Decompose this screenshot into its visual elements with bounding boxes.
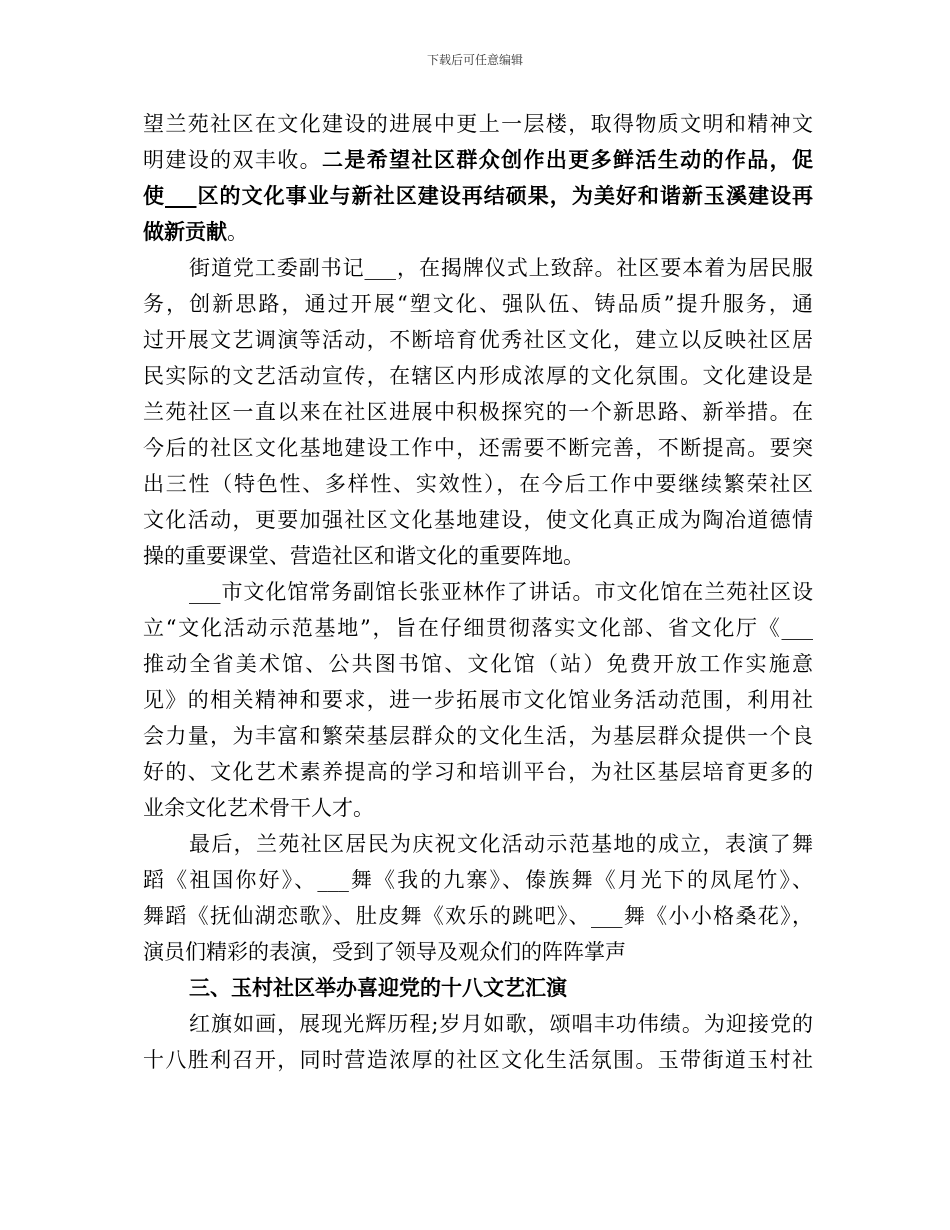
text-line: 业余文化艺术骨干人才。 bbox=[143, 796, 374, 820]
text-line: 过开展文艺调演等活动，不断培育优秀社区文化，建立以反映社区居 bbox=[143, 328, 813, 352]
text-line: 见》的相关精神和要求，进一步拓展市文化馆业务活动范围，利用社 bbox=[143, 688, 813, 712]
document-body bbox=[143, 106, 813, 1078]
text-line: 红旗如画，展现光辉历程;岁月如歌，颂唱丰功伟绩。为迎接党的 bbox=[189, 1012, 813, 1036]
text-run: 。 bbox=[227, 220, 248, 244]
text-line: 望兰苑社区在文化建设的进展中更上一层楼，取得物质文明和精神文 bbox=[143, 112, 813, 136]
bold-text-run: 做新贡献 bbox=[143, 219, 227, 244]
text-run: 明建设的双丰收。 bbox=[143, 148, 323, 172]
paragraph-4 bbox=[143, 826, 813, 970]
section-heading: 三、玉村社区举办喜迎党的十八文艺汇演 bbox=[189, 975, 567, 1000]
text-line: 十八胜利召开，同时营造浓厚的社区文化生活氛围。玉带街道玉村社 bbox=[143, 1048, 813, 1072]
text-line: 民实际的文艺活动宣传，在辖区内形成浓厚的文化氛围。文化建设是 bbox=[143, 364, 813, 388]
bold-text-run: 二是希望社区群众创作出更多鲜活生动的作品，促 bbox=[322, 147, 813, 172]
text-line: 演员们精彩的表演，受到了领导及观众们的阵阵掌声 bbox=[143, 940, 626, 964]
bold-text-line: 使___区的文化事业与新社区建设再结硕果，为美好和谐新玉溪建设再 bbox=[143, 183, 813, 208]
text-line: ___市文化馆常务副馆长张亚林作了讲话。市文化馆在兰苑社区设 bbox=[189, 580, 813, 604]
text-line: 今后的社区文化基地建设工作中，还需要不断完善，不断提高。要突 bbox=[143, 436, 813, 460]
text-line: 立“文化活动示范基地”，旨在仔细贯彻落实文化部、省文化厅《___ bbox=[143, 616, 813, 640]
paragraph-5 bbox=[143, 1006, 813, 1078]
text-line bbox=[143, 142, 813, 178]
paragraph-2 bbox=[143, 250, 813, 574]
text-line: 出三性（特色性、多样性、实效性），在今后工作中要继续繁荣社区 bbox=[143, 472, 813, 496]
text-line: 文化活动，更要加强社区文化基地建设，使文化真正成为陶冶道德情 bbox=[143, 508, 813, 532]
text-line bbox=[143, 214, 813, 250]
text-line: 舞蹈《抚仙湖恋歌》、肚皮舞《欢乐的跳吧》、___舞《小小格桑花》， bbox=[143, 904, 813, 928]
text-line: 最后，兰苑社区居民为庆祝文化活动示范基地的成立，表演了舞 bbox=[189, 832, 813, 856]
page-header-note: 下载后可任意编辑 bbox=[426, 53, 523, 67]
paragraph-3 bbox=[143, 574, 813, 826]
paragraph-1 bbox=[143, 106, 813, 250]
text-line: 街道党工委副书记___，在揭牌仪式上致辞。社区要本着为居民服 bbox=[189, 256, 813, 280]
text-line: 兰苑社区一直以来在社区进展中积极探究的一个新思路、新举措。在 bbox=[143, 400, 813, 424]
text-line: 务，创新思路，通过开展“塑文化、强队伍、铸品质”提升服务，通 bbox=[143, 292, 813, 316]
text-line: 推动全省美术馆、公共图书馆、文化馆（站）免费开放工作实施意 bbox=[143, 652, 813, 676]
text-line: 会力量，为丰富和繁荣基层群众的文化生活，为基层群众提供一个良 bbox=[143, 724, 813, 748]
text-line: 操的重要课堂、营造社区和谐文化的重要阵地。 bbox=[143, 544, 584, 568]
text-line: 蹈《祖国你好》、___舞《我的九寨》、傣族舞《月光下的凤尾竹》、 bbox=[143, 868, 813, 892]
text-line: 好的、文化艺术素养提高的学习和培训平台，为社区基层培育更多的 bbox=[143, 760, 813, 784]
